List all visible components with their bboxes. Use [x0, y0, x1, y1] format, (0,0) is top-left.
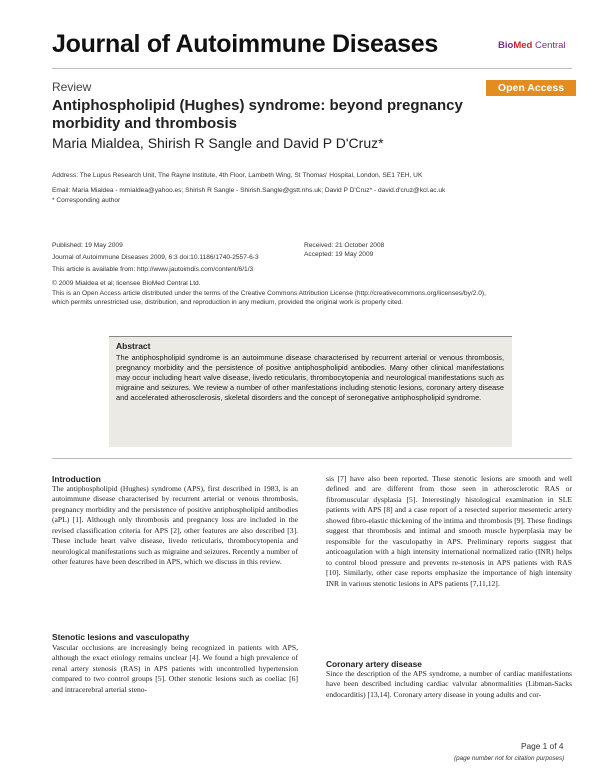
published-date: Published: 19 May 2009: [52, 242, 123, 249]
abstract-heading: Abstract: [116, 341, 151, 351]
biomed-central-logo[interactable]: [498, 40, 566, 51]
article-title: Antiphospholipid (Hughes) syndrome: beyond pregnancy morbidity and thrombosis: [52, 97, 463, 132]
body-divider: [52, 458, 572, 459]
coronary-artery-disease-heading: Coronary artery disease: [326, 659, 422, 669]
logo-central: Central: [534, 40, 566, 51]
logo-bio: Bio: [498, 40, 514, 51]
journal-title: Journal of Autoimmune Diseases: [52, 30, 438, 58]
page-number-note: (page number not for citation purposes): [454, 755, 565, 762]
received-date: Received: 21 October 2008: [304, 242, 385, 249]
stenotic-lesions-text: Vascular occlusions are increasingly being recognized in patients with APS, although the exact etiology remains unclear [4]. We found a high prevalence of renal artery stenosis (RAS) in APS patients with uncontrolled hypertension compared to two control groups [5]. Other stenotic lesions such as coeliac [6] and intracerebral arterial steno-: [52, 643, 298, 694]
abstract-text: The antiphospholipid syndrome is an autoimmune disease characterised by recurrent arterial or venous thrombosis, pregnancy morbidity and the persistence of positive antiphospholipid antibodies. Many other clinical manifestations may occur including heart valve disease, livedo reticularis, thrombocytopenia and neurological manifestations such as migraine and seizures. We review a number of other manfestations including stenotic lesions, coronary artery disease and accelerated atherosclerosis, skeletal disorders and the concept of seronegative antiphospholipid syndrome.: [116, 353, 504, 402]
article-type: Review: [52, 80, 92, 94]
license-text-line2: which permits unrestricted use, distribution, and reproduction in any medium, provided the original work is properly cited.: [52, 299, 404, 306]
citation: Journal of Autoimmune Diseases 2009, 6:3 doi:10.1186/1740-2557-6-3: [52, 254, 259, 261]
accepted-date: Accepted: 19 May 2009: [304, 251, 374, 258]
introduction-text: The antiphospholipid (Hughes) syndrome (APS), first described in 1983, is an autoimmune disease characterised by recurrent arterial or venous thrombosis, pregnancy morbidity and the persistence of positive antiphospholipid antibodies (aPL) [1]. Although only thrombosis and pregnancy loss are included in the revised classification criteria for APS [2], other features are also described [3]. These include heart valve disease, livedo reticularis, thrombocytopenia and neurological manifestations such as migraine and seizures. Recently a number of other features have been described in APS, which we discuss in this review.: [52, 484, 298, 567]
copyright: © 2009 Mialdea et al; licensee BioMed Central Ltd.: [52, 280, 201, 287]
author-address: Address: The Lupus Research Unit, The Rayne Institute, 4th Floor, Lambeth Wing, St Thomas' Hospital, London, SE1 7EH, UK: [52, 172, 423, 179]
page-number: Page 1 of 4: [521, 741, 564, 751]
open-access-badge[interactable]: Open Access: [486, 80, 576, 96]
stenotic-lesions-continued-text: sis [7] have also been reported. These stenotic lesions are smooth and well defined and are different from those seen in atherosclerotic RAS or fibromuscular dysplasia [5]. Interestingly histological examination in SLE patients with APS [8] and a case report of a resected superior mesenteric artery showed fibro-elastic thickening of the intima and thrombosis [9]. These findings suggest that thrombosis and intimal and smooth muscle hyperplasia may be responsible for the vasculopathy in APS. Preliminary reports suggest that anticoagulation with a high intensity international normalized ratio (INR) helps to control blood pressure and prevents re-stenosis in APS patients with RAS [10]. Similarly, other case reports emphasize the importance of high intensity INR in various stenotic lesions in APS patients [7,11,12].: [326, 474, 572, 588]
header-divider: [52, 68, 572, 69]
coronary-artery-disease-text: Since the description of the APS syndrome, a number of cardiac manifestations have been described including cardiac valvular abnormalities (Libman-Sacks endocarditis) [13,14]. Coronary artery disease in young adults and cor-: [326, 669, 572, 699]
introduction-heading: Introduction: [52, 474, 101, 484]
logo-med: Med: [513, 40, 533, 51]
stenotic-lesions-heading: Stenotic lesions and vasculopathy: [52, 632, 190, 642]
license-text-line1[interactable]: This is an Open Access article distributed under the terms of the Creative Commons Attribution License (http://creativecommons.org/licenses/by/2.0),: [52, 290, 486, 297]
authors: Maria Mialdea, Shirish R Sangle and David P D'Cruz*: [52, 135, 384, 151]
corresponding-author-note: * Corresponding author: [52, 197, 121, 204]
author-emails[interactable]: Email: Maria Mialdea - mmialdea@yahoo.es; Shirish R Sangle - Shirish.Sangle@gstt.nhs.uk; David P D'Cruz* - david.d'cruz@kcl.ac.uk: [52, 187, 446, 194]
article-url[interactable]: This article is available from: http://www.jautoimdis.com/content/6/1/3: [52, 266, 254, 273]
